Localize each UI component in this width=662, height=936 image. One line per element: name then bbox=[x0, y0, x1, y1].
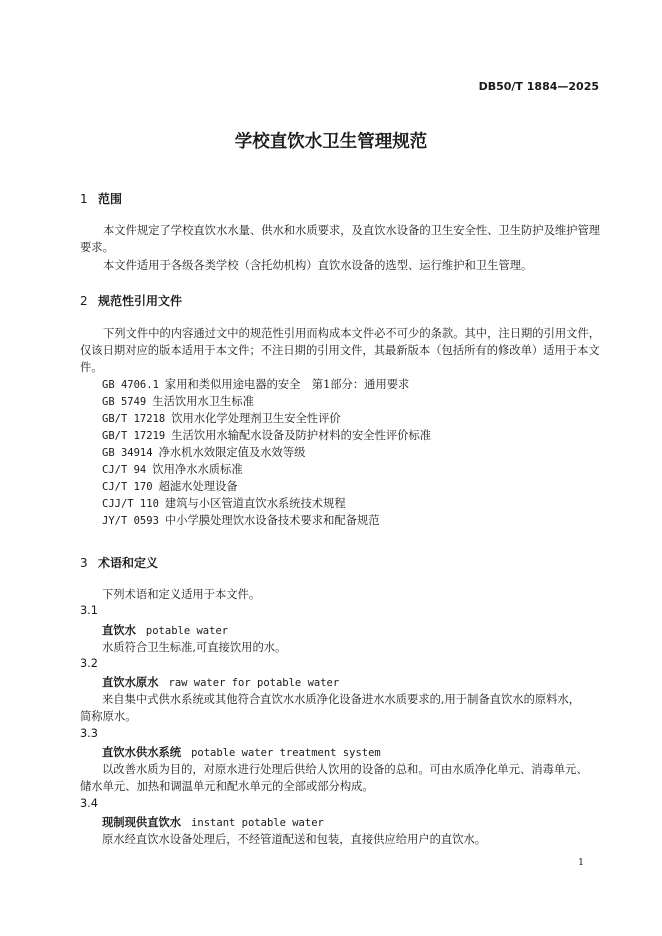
section-2-intro: 下列文件中的内容通过文中的规范性引用而构成本文件必不可少的条款。其中，注日期的引用文件，仅该日期对应的版本适用于本文件；不注日期的引用文件，其最新版本（包括所有的修改单）适用于本文件。 bbox=[80, 327, 601, 374]
reference-code: CJ/T 170 bbox=[102, 481, 153, 493]
section-3-intro: 下列术语和定义适用于本文件。 bbox=[102, 588, 261, 601]
reference-code: GB/T 17219 bbox=[102, 430, 166, 442]
term-heading bbox=[102, 622, 228, 638]
standard-code: DB50/T 1884—2025 bbox=[478, 80, 599, 93]
term-english: potable water treatment system bbox=[191, 747, 381, 759]
section-number: 2 bbox=[80, 294, 88, 308]
reference-title: 饮用净水水质标准 bbox=[152, 463, 243, 476]
reference-code: GB/T 17218 bbox=[102, 413, 166, 425]
term-chinese: 直饮水原水 bbox=[102, 676, 159, 689]
term-number: 3.4 bbox=[80, 797, 98, 810]
term-definition-continuation: 储水单元、加热和调温单元和配水单元的全部或部分构成。 bbox=[80, 780, 374, 793]
section-3-heading bbox=[80, 554, 158, 571]
reference-item bbox=[102, 393, 254, 409]
section-number: 3 bbox=[80, 556, 88, 570]
reference-item bbox=[102, 478, 238, 494]
reference-code: CJJ/T 110 bbox=[102, 498, 159, 510]
reference-title: 净水机水效限定值及水效等级 bbox=[158, 446, 306, 459]
reference-title: 生活饮用水输配水设备及防护材料的安全性评价标准 bbox=[171, 429, 432, 442]
term-heading bbox=[102, 744, 381, 760]
term-definition: 水质符合卫生标准,可直接饮用的水。 bbox=[102, 641, 287, 654]
term-chinese: 现制现供直饮水 bbox=[102, 816, 182, 829]
reference-title: 饮用水化学处理剂卫生安全性评价 bbox=[171, 412, 341, 425]
term-definition-continuation: 简称原水。 bbox=[80, 710, 137, 723]
reference-title: 家用和类似用途电器的安全 第1部分：通用要求 bbox=[164, 378, 410, 391]
reference-code: GB 34914 bbox=[102, 447, 153, 459]
reference-title: 超滤水处理设备 bbox=[158, 480, 238, 493]
reference-code: CJ/T 94 bbox=[102, 464, 147, 476]
term-definition: 来自集中式供水系统或其他符合直饮水水质净化设备进水水质要求的,用于制备直饮水的原料水， bbox=[102, 693, 581, 706]
term-definition: 原水经直饮水设备处理后，不经管道配送和包装，直接供应给用户的直饮水。 bbox=[102, 833, 487, 846]
reference-title: 中小学膜处理饮水设备技术要求和配备规范 bbox=[164, 514, 380, 527]
reference-item bbox=[102, 444, 305, 460]
reference-title: 生活饮用水卫生标准 bbox=[152, 395, 254, 408]
section-1-paragraph-2: 本文件适用于各级各类学校（含托幼机构）直饮水设备的选型、运行维护和卫生管理。 bbox=[103, 259, 533, 272]
term-chinese: 直饮水 bbox=[102, 624, 136, 637]
section-title: 术语和定义 bbox=[98, 556, 159, 570]
document-title: 学校直饮水卫生管理规范 bbox=[234, 132, 428, 152]
section-1-paragraph-1: 本文件规定了学校直饮水水量、供水和水质要求，及直饮水设备的卫生安全性、卫生防护及维护管理要求。 bbox=[80, 224, 601, 254]
term-heading bbox=[102, 674, 339, 690]
reference-title: 建筑与小区管道直饮水系统技术规程 bbox=[164, 497, 346, 510]
section-1-heading bbox=[80, 190, 122, 207]
term-definition: 以改善水质为目的，对原水进行处理后供给人饮用的设备的总和。可由水质净化单元、消毒单元、 bbox=[102, 763, 588, 776]
reference-item bbox=[102, 427, 431, 443]
reference-item bbox=[102, 495, 346, 511]
reference-code: GB 4706.1 bbox=[102, 379, 159, 391]
reference-code: JY/T 0593 bbox=[102, 515, 159, 527]
section-number: 1 bbox=[80, 192, 88, 206]
section-title: 规范性引用文件 bbox=[98, 294, 183, 308]
reference-item bbox=[102, 376, 409, 392]
term-english: instant potable water bbox=[191, 817, 324, 829]
term-number: 3.3 bbox=[80, 727, 98, 740]
term-heading bbox=[102, 814, 324, 830]
reference-code: GB 5749 bbox=[102, 396, 147, 408]
term-english: raw water for potable water bbox=[168, 677, 340, 689]
reference-item bbox=[102, 461, 243, 477]
reference-item bbox=[102, 512, 380, 528]
term-number: 3.1 bbox=[80, 604, 98, 617]
term-english: potable water bbox=[145, 625, 229, 637]
term-number: 3.2 bbox=[80, 657, 98, 670]
reference-item bbox=[102, 410, 341, 426]
section-title: 范围 bbox=[98, 192, 123, 206]
page-number: 1 bbox=[577, 857, 584, 868]
term-chinese: 直饮水供水系统 bbox=[102, 746, 182, 759]
section-2-heading bbox=[80, 292, 182, 309]
